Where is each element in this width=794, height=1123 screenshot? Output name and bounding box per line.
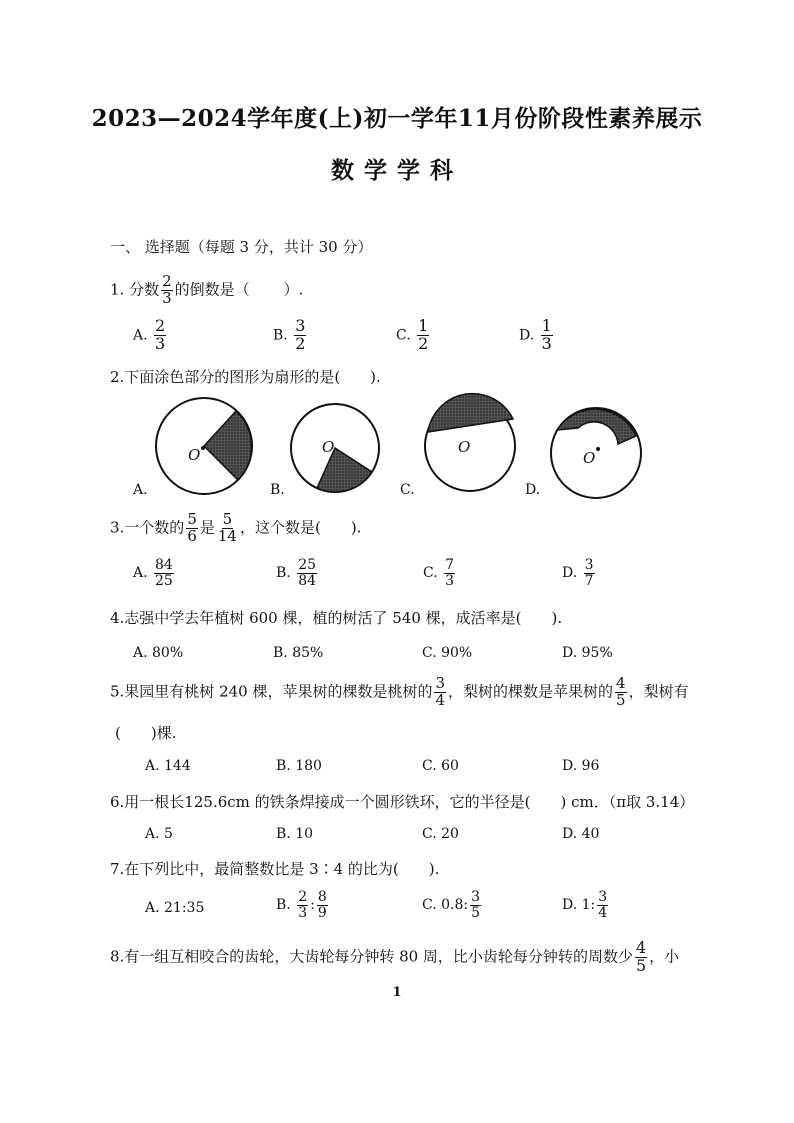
frac-num: 8 xyxy=(317,889,327,905)
frac-num: 1 xyxy=(541,316,552,335)
q7-option-d xyxy=(562,890,610,920)
q5-line2: ( )棵. xyxy=(115,724,177,742)
q6-option-c: C. 20 xyxy=(422,826,459,842)
question-3 xyxy=(110,512,361,545)
q5-option-b: B. 180 xyxy=(276,758,322,774)
frac-num: 1 xyxy=(418,316,429,335)
frac-den: 84 xyxy=(298,572,317,589)
q1-prefix: 1. 分数 xyxy=(110,280,160,299)
frac-num: 4 xyxy=(635,938,647,957)
q4-option-a: A. 80% xyxy=(133,645,184,661)
option-fraction xyxy=(154,558,174,588)
frac-num: 2 xyxy=(298,889,308,905)
q1-suffix: 的倒数是（ xyxy=(174,280,250,299)
frac-den: 2 xyxy=(418,333,429,353)
frac-den: 5 xyxy=(471,904,481,921)
q5-mid: ，梨树的棵数是苹果树的 xyxy=(448,682,614,701)
q5-suffix: ，梨树有 xyxy=(628,682,689,701)
q8-prefix: 8.有一组互相咬合的齿轮，大齿轮每分钟转 80 周，比小齿轮每分钟转的周数少 xyxy=(110,947,633,966)
option-label: C. xyxy=(396,327,411,344)
q2-label-b: B. xyxy=(270,482,285,498)
q8-suffix: ，小 xyxy=(649,947,680,966)
option-fraction xyxy=(470,890,481,920)
q3-fraction-1 xyxy=(186,512,198,545)
q3-suffix: ，这个数是( ). xyxy=(239,518,362,537)
frac-num: 3 xyxy=(584,557,594,573)
q7-option-a: A. 21:35 xyxy=(145,900,205,916)
frac-den: 5 xyxy=(635,955,647,975)
frac-num: 7 xyxy=(445,557,455,573)
q3-option-d xyxy=(562,558,597,588)
q5-option-d: D. 96 xyxy=(562,758,600,774)
frac-den: 4 xyxy=(435,690,446,709)
frac-num: 5 xyxy=(187,510,197,528)
frac-num: 84 xyxy=(155,557,173,573)
center-label-b: O xyxy=(322,438,335,456)
center-label-d: O xyxy=(583,449,596,467)
q6-option-a: A. 5 xyxy=(145,826,173,842)
question-6: 6.用一根长125.6cm 的铁条焊接成一个圆形铁环，它的半径是( ) cm．（π取 3.14） xyxy=(110,793,695,811)
question-8 xyxy=(110,940,679,975)
q4-option-d: D. 95% xyxy=(562,645,613,661)
frac-num: 2 xyxy=(155,316,166,335)
option-fraction xyxy=(317,890,328,920)
q3-option-b xyxy=(276,558,319,588)
q2-label-a: A. xyxy=(133,482,148,498)
frac-den: 3 xyxy=(298,904,308,921)
figure-a xyxy=(156,398,252,494)
q1-end: ）. xyxy=(283,280,304,299)
subject-title: 数学学科 xyxy=(331,157,463,184)
q6-option-b: B. 10 xyxy=(276,826,314,842)
q2-label-d: D. xyxy=(525,482,541,498)
option-label: B. xyxy=(276,897,291,914)
option-label: D. xyxy=(519,327,535,344)
ratio-left: 0.8: xyxy=(441,897,469,914)
q4-option-c: C. 90% xyxy=(422,645,473,661)
frac-den: 7 xyxy=(584,572,594,589)
option-label: A. xyxy=(133,327,148,344)
option-label: B. xyxy=(273,327,288,344)
frac-den: 9 xyxy=(317,904,327,921)
option-fraction xyxy=(297,890,308,920)
frac-num: 3 xyxy=(598,889,608,905)
option-label: A. xyxy=(133,565,148,582)
q1-frac-den: 3 xyxy=(162,288,172,307)
ratio-sep: : xyxy=(310,897,315,914)
q3-prefix: 3.一个数的 xyxy=(110,518,185,537)
q7-option-c xyxy=(422,890,483,920)
frac-den: 4 xyxy=(598,904,608,921)
q1-frac-num: 2 xyxy=(162,272,172,290)
section-heading: 一、 选择题（每题 3 分，共计 30 分） xyxy=(110,238,373,256)
q8-fraction xyxy=(635,940,647,975)
frac-den: 6 xyxy=(187,526,197,545)
frac-den: 3 xyxy=(445,572,455,589)
question-7: 7.在下列比中，最简整数比是 3∶4 的比为( ). xyxy=(110,860,440,878)
frac-den: 3 xyxy=(541,333,552,353)
center-label-a: O xyxy=(188,446,201,464)
figure-b xyxy=(291,404,379,492)
option-label: B. xyxy=(276,565,291,582)
q3-option-c xyxy=(423,558,457,588)
q5-option-a: A. 144 xyxy=(145,758,191,774)
frac-den: 3 xyxy=(155,333,166,353)
option-label: C. xyxy=(422,897,437,914)
frac-num: 25 xyxy=(298,557,317,573)
frac-den: 2 xyxy=(295,333,306,353)
page-number: 1 xyxy=(392,985,402,1000)
q2-label-c: C. xyxy=(400,482,415,498)
exam-title: 2023—2024学年度(上)初一学年11月份阶段性素养展示 xyxy=(91,105,703,132)
center-label-c: O xyxy=(458,438,471,456)
frac-num: 5 xyxy=(222,510,233,528)
q5-fraction-2 xyxy=(615,676,627,709)
option-label: D. xyxy=(562,897,578,914)
option-label: C. xyxy=(423,565,438,582)
option-fraction xyxy=(444,558,455,588)
q4-option-b: B. 85% xyxy=(273,645,324,661)
frac-den: 25 xyxy=(155,572,173,589)
frac-den: 5 xyxy=(616,690,626,709)
q5-fraction-1 xyxy=(434,676,446,709)
q3-fraction-2 xyxy=(217,512,238,545)
option-fraction xyxy=(584,558,595,588)
option-label: D. xyxy=(562,565,578,582)
figure-d xyxy=(551,408,641,498)
frac-num: 3 xyxy=(435,674,446,692)
q3-mid: 是 xyxy=(199,518,215,537)
frac-den: 14 xyxy=(217,526,237,545)
frac-num: 3 xyxy=(295,316,306,335)
frac-num: 3 xyxy=(471,889,481,905)
q3-option-a xyxy=(133,558,176,588)
q7-option-b xyxy=(276,890,330,920)
question-5 xyxy=(110,676,689,709)
question-4: 4.志强中学去年植树 600 棵，植的树活了 540 棵，成活率是( ). xyxy=(110,609,563,627)
option-fraction xyxy=(597,890,608,920)
q6-option-d: D. 40 xyxy=(562,826,600,842)
ratio-left: 1: xyxy=(581,897,596,914)
q5-prefix: 5.果园里有桃树 240 棵，苹果树的棵数是桃树的 xyxy=(110,682,433,701)
option-fraction xyxy=(297,558,317,588)
q5-option-c: C. 60 xyxy=(422,758,459,774)
frac-num: 4 xyxy=(616,674,626,692)
question-2: 2.下面涂色部分的图形为扇形的是( ). xyxy=(110,368,381,386)
